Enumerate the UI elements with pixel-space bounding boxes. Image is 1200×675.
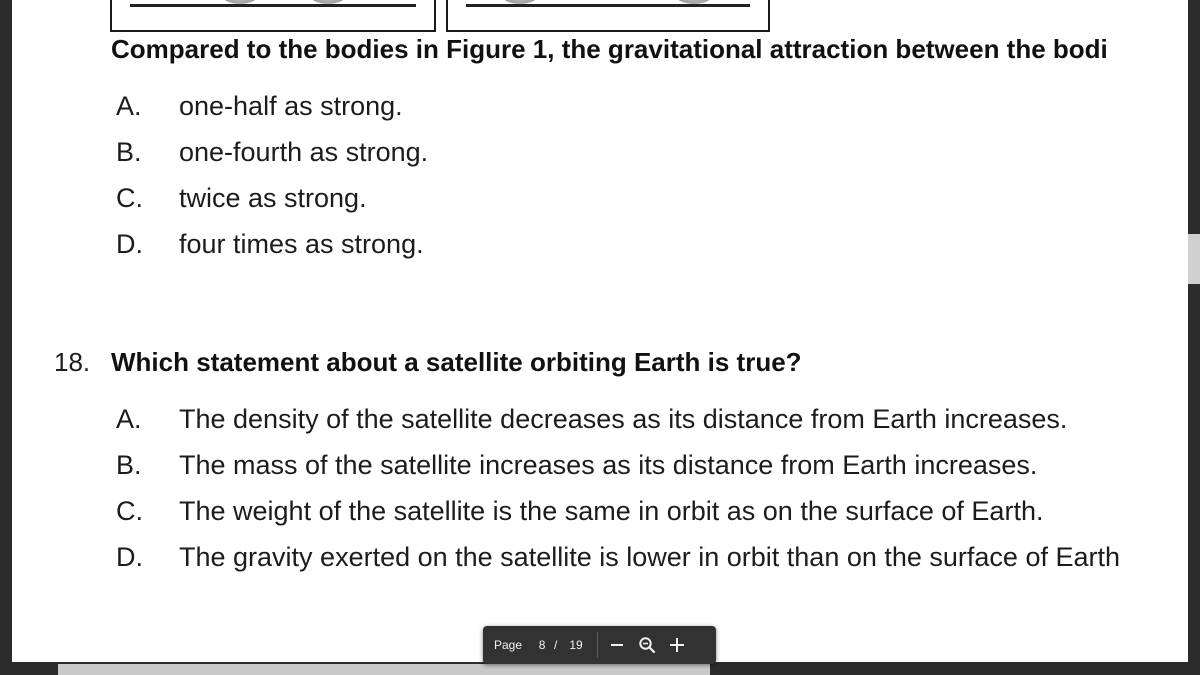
plus-icon xyxy=(669,637,685,653)
magnifier-icon xyxy=(638,636,656,654)
zoom-in-button[interactable] xyxy=(662,630,692,660)
choice-text: twice as strong. xyxy=(179,183,367,213)
figure-ground-line xyxy=(130,4,416,7)
choice-letter: B. xyxy=(116,450,142,480)
page-toolbar xyxy=(483,626,716,664)
vertical-scrollbar[interactable] xyxy=(1188,0,1200,662)
choice-text: The gravity exerted on the satellite is lower in orbit than on the surface of Earth xyxy=(179,542,1121,572)
figure-2-box xyxy=(446,0,770,32)
choice-text: The mass of the satellite increases as its distance from Earth increases. xyxy=(179,450,1038,480)
choice-letter: C. xyxy=(116,183,143,213)
page-separator: / xyxy=(554,638,558,652)
choice-text: The weight of the satellite is the same in orbit as on the surface of Earth. xyxy=(179,496,1044,526)
question-17-stem: Compared to the bodies in Figure 1, the gravitational attraction between the bodi xyxy=(111,34,1108,64)
vertical-scrollbar-thumb[interactable] xyxy=(1188,234,1200,284)
pdf-page xyxy=(12,0,1188,662)
figure-1-box xyxy=(110,0,436,32)
figure-ground-line xyxy=(466,4,750,7)
choice-letter: B. xyxy=(116,137,142,167)
choice-letter: A. xyxy=(116,91,142,121)
choice-text: four times as strong. xyxy=(179,229,424,259)
choice-letter: D. xyxy=(116,542,143,572)
zoom-out-button[interactable] xyxy=(602,630,632,660)
toolbar-divider xyxy=(597,632,598,658)
choice-letter: C. xyxy=(116,496,143,526)
page-number-input[interactable] xyxy=(534,638,550,652)
choice-letter: A. xyxy=(116,404,142,434)
total-pages: 19 xyxy=(569,638,583,652)
choice-text: The density of the satellite decreases as its distance from Earth increases. xyxy=(179,404,1068,434)
horizontal-scrollbar-thumb[interactable] xyxy=(58,664,710,675)
choice-text: one-half as strong. xyxy=(179,91,403,121)
minus-icon xyxy=(610,638,624,652)
choice-letter: D. xyxy=(116,229,143,259)
question-18-number: 18. xyxy=(54,347,91,377)
question-18-stem: Which statement about a satellite orbiting Earth is true? xyxy=(111,347,802,377)
page-label: Page xyxy=(494,638,523,652)
zoom-fit-button[interactable] xyxy=(632,630,662,660)
choice-text: one-fourth as strong. xyxy=(179,137,429,167)
